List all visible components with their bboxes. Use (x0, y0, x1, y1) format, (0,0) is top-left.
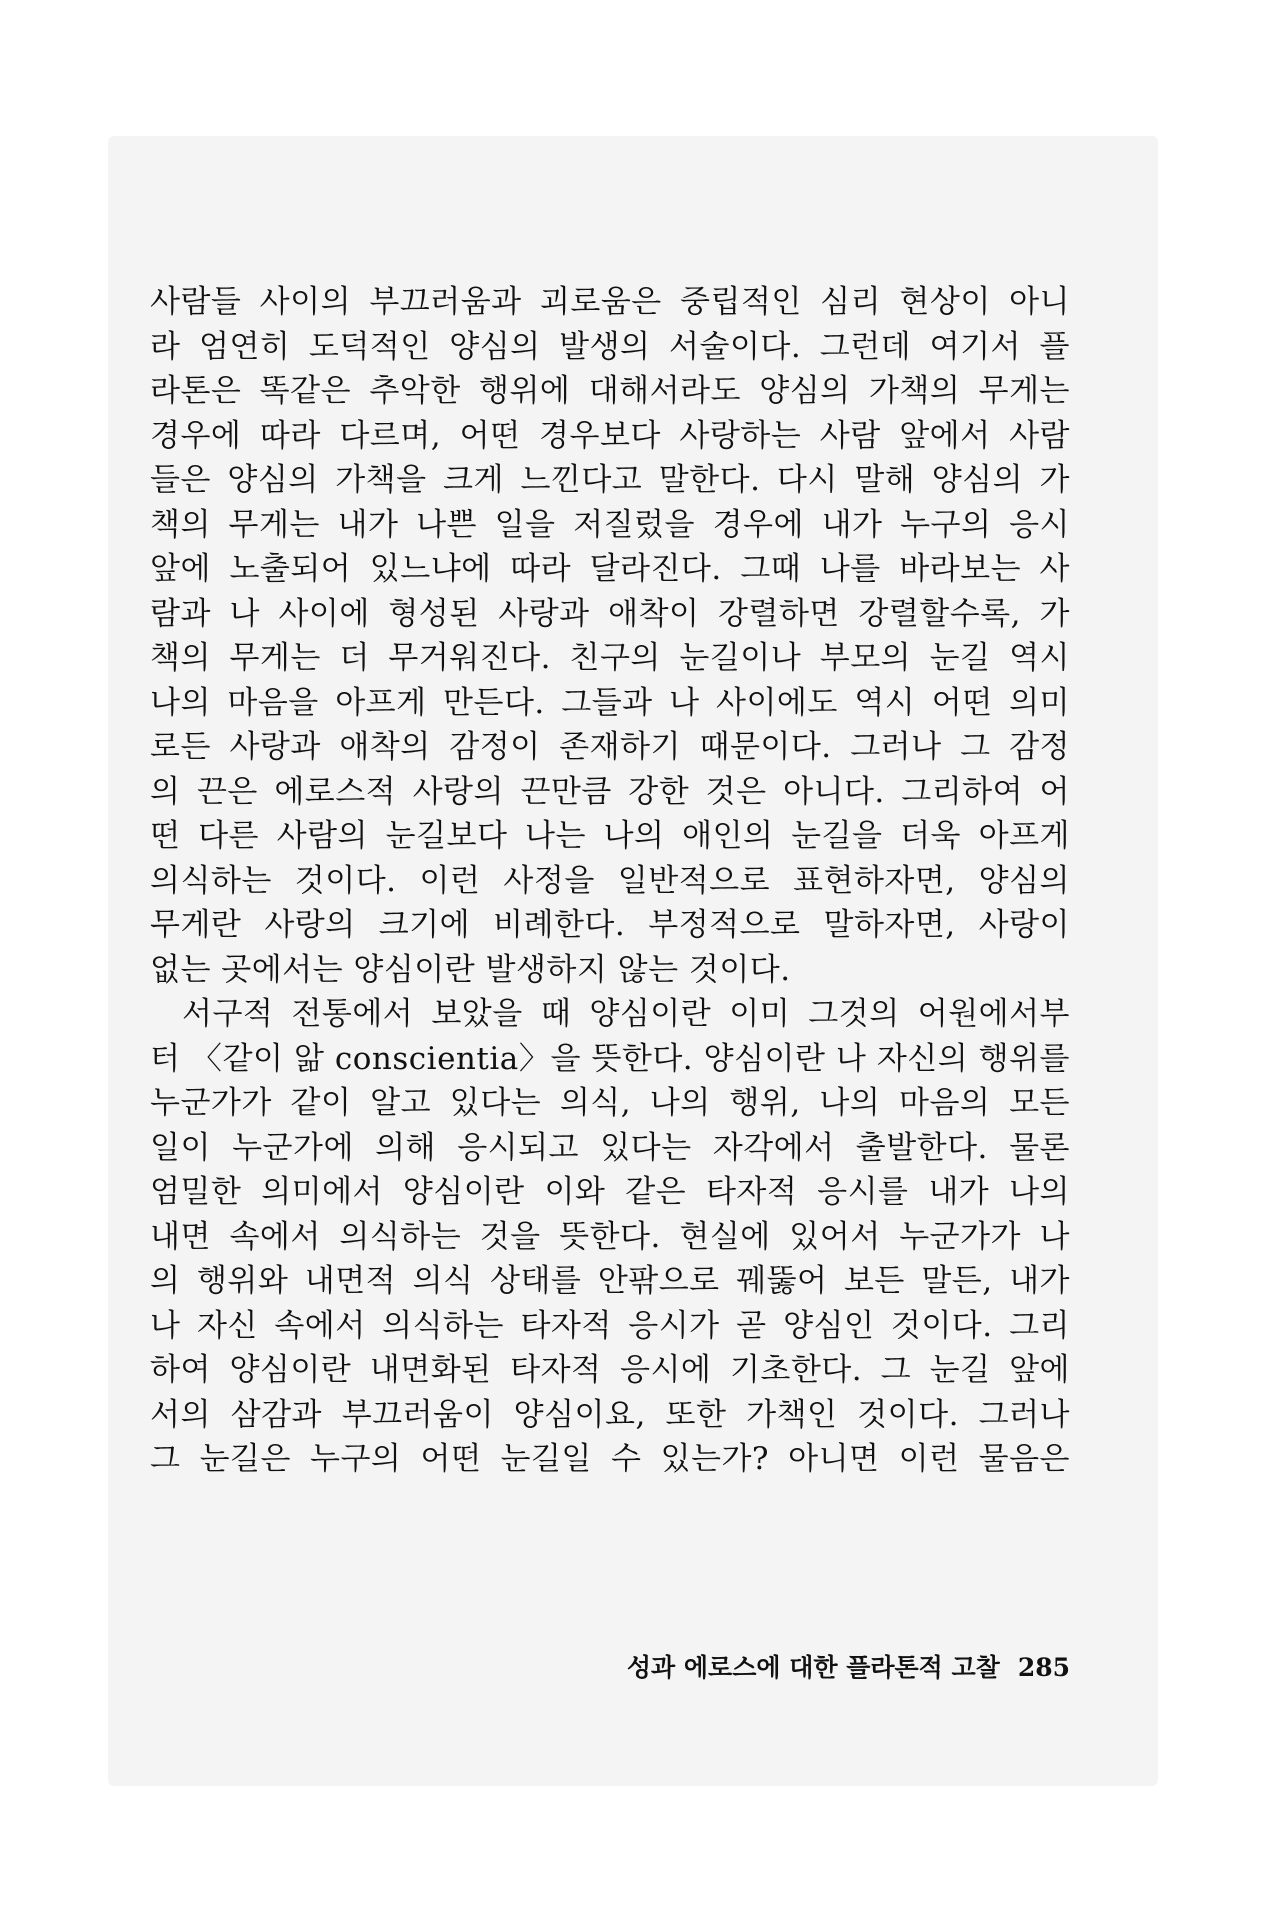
text-line: 라톤은 똑같은 추악한 행위에 대해서라도 양심의 가책의 무게는 (150, 373, 1070, 409)
text-line: 내면 속에서 의식하는 것을 뜻한다. 현실에 있어서 누군가가 나 (150, 1218, 1070, 1255)
page-number: 285 (1017, 1653, 1070, 1682)
text-line: 로든 사랑과 애착의 감정이 존재하기 때문이다. 그러나 그 감정 (150, 729, 1070, 765)
text-line: 의 끈은 에로스적 사랑의 끈만큼 강한 것은 아니다. 그리하여 어 (150, 773, 1070, 810)
page-footer (150, 1648, 1070, 1688)
text-line: 엄밀한 의미에서 양심이란 이와 같은 타자적 응시를 내가 나의 (150, 1174, 1070, 1210)
text-line: 경우에 따라 다르며, 어떤 경우보다 사랑하는 사람 앞에서 사람 (150, 417, 1070, 454)
text-line: 터 〈같이 앎 conscientia〉을 뜻한다. 양심이란 나 자신의 행위를 (150, 1040, 1070, 1077)
text-line: 의식하는 것이다. 이런 사정을 일반적으로 표현하자면, 양심의 (150, 862, 1070, 899)
text-line: 의 행위와 내면적 의식 상태를 안팎으로 꿰뚫어 보든 말든, 내가 (150, 1263, 1070, 1299)
text-line: 누군가가 같이 알고 있다는 의식, 나의 행위, 나의 마음의 모든 (150, 1085, 1070, 1121)
text-line: 나 자신 속에서 의식하는 타자적 응시가 곧 양심인 것이다. 그리 (150, 1307, 1070, 1344)
text-line: 서의 삼감과 부끄러움이 양심이요, 또한 가책인 것이다. 그러나 (150, 1396, 1070, 1433)
text-line: 들은 양심의 가책을 크게 느낀다고 말한다. 다시 말해 양심의 가 (150, 462, 1070, 498)
text-line: 없는 곳에서는 양심이란 발생하지 않는 것이다. (150, 951, 791, 988)
text-line: 그 눈길은 누구의 어떤 눈길일 수 있는가? 아니면 이런 물음은 (150, 1441, 1070, 1477)
text-line: 람과 나 사이에 형성된 사랑과 애착이 강렬하면 강렬할수록, 가 (150, 595, 1070, 632)
text-line: 무게란 사랑의 크기에 비례한다. 부정적으로 말하자면, 사랑이 (150, 907, 1070, 943)
body-text (150, 280, 1070, 1482)
text-line: 떤 다른 사람의 눈길보다 나는 나의 애인의 눈길을 더욱 아프게 (150, 818, 1070, 854)
text-line: 하여 양심이란 내면화된 타자적 응시에 기초한다. 그 눈길 앞에 (150, 1352, 1070, 1388)
text-line: 라 엄연히 도덕적인 양심의 발생의 서술이다. 그런데 여기서 플 (150, 328, 1070, 365)
text-line: 책의 무게는 내가 나쁜 일을 저질렀을 경우에 내가 누구의 응시 (150, 506, 1070, 543)
text-line: 서구적 전통에서 보았을 때 양심이란 이미 그것의 어원에서부 (182, 996, 1070, 1032)
text-line: 사람들 사이의 부끄러움과 괴로움은 중립적인 심리 현상이 아니 (150, 284, 1070, 320)
running-title: 성과 에로스에 대한 플라톤적 고찰 (626, 1653, 1000, 1682)
text-line: 앞에 노출되어 있느냐에 따라 달라진다. 그때 나를 바라보는 사 (150, 551, 1070, 587)
text-line: 책의 무게는 더 무거워진다. 친구의 눈길이나 부모의 눈길 역시 (150, 640, 1070, 676)
text-line: 나의 마음을 아프게 만든다. 그들과 나 사이에도 역시 어떤 의미 (150, 684, 1070, 721)
text-line: 일이 누군가에 의해 응시되고 있다는 자각에서 출발한다. 물론 (150, 1129, 1070, 1166)
